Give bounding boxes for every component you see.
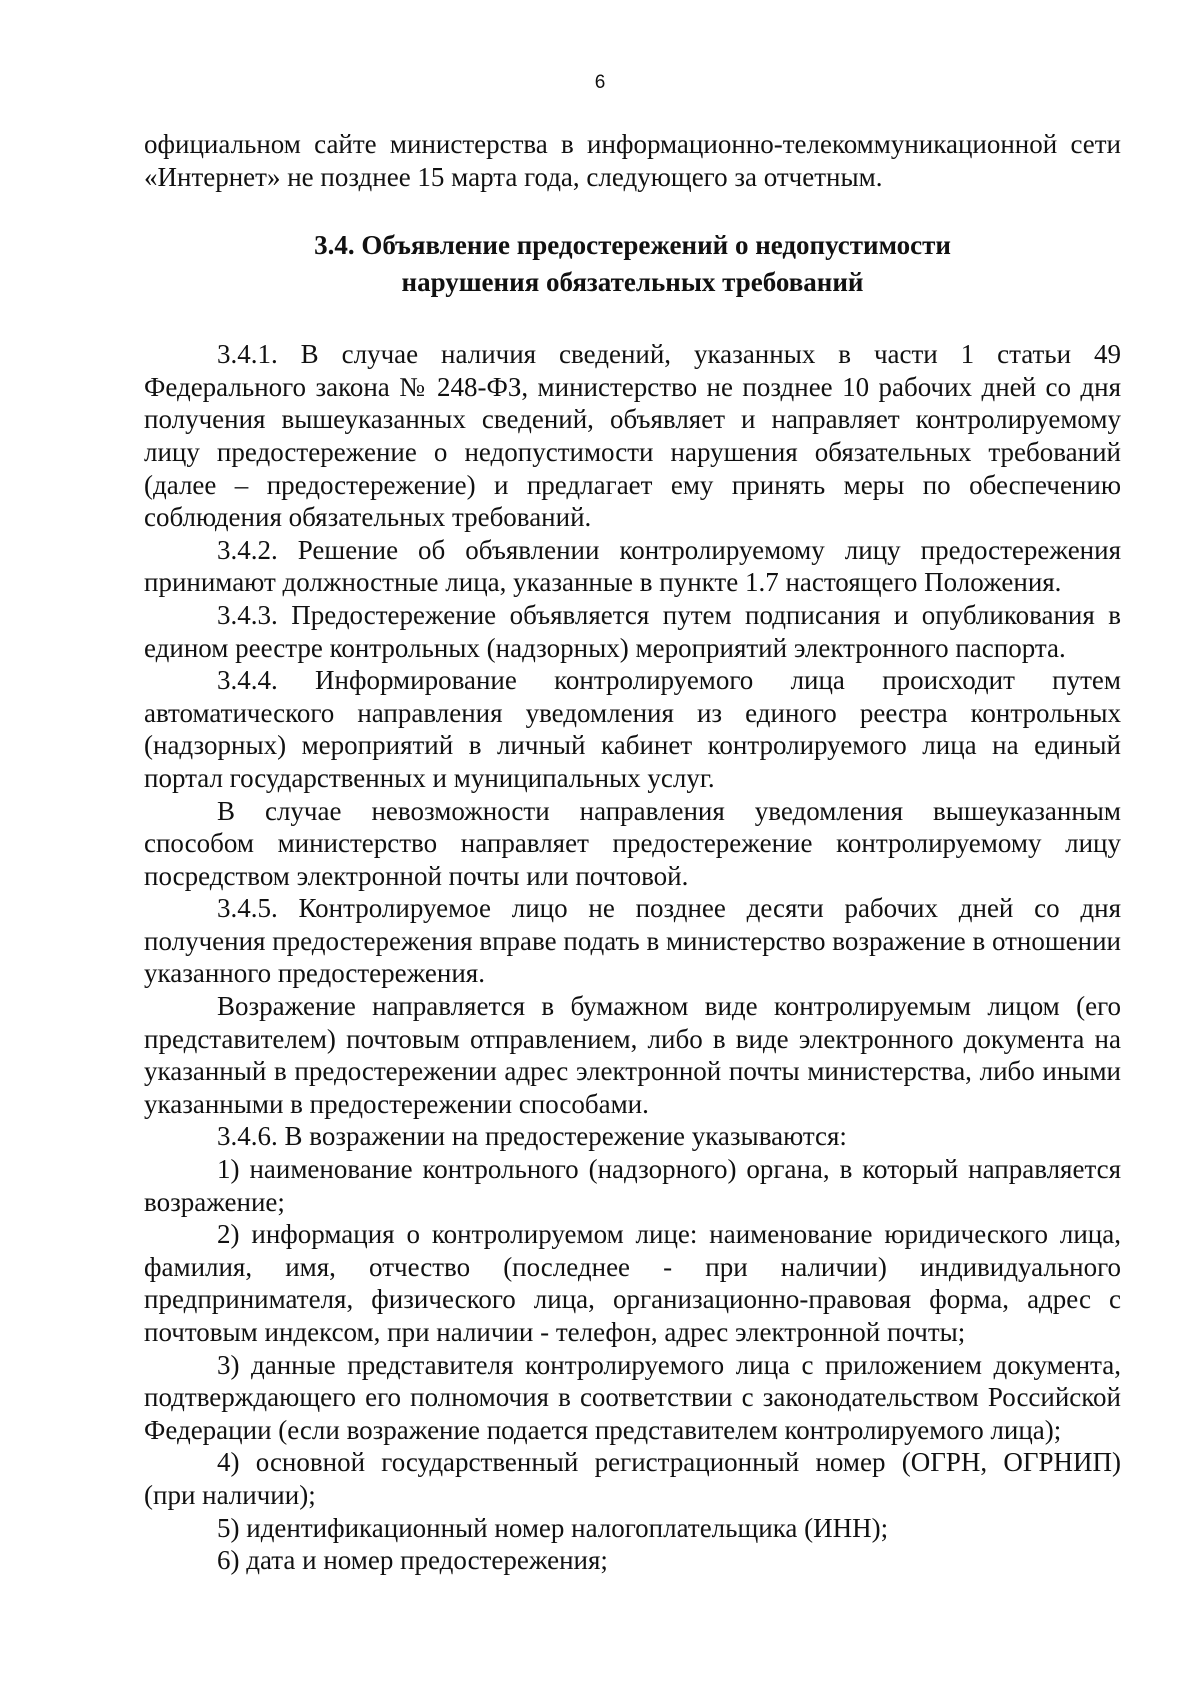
paragraph-notification-fallback: В случае невозможности направления уведомления вышеуказанным способом министерство направляет предостережение контролируемому лицу посредством электронной почты или почтовой.: [144, 795, 1121, 891]
paragraph-3-4-2: 3.4.2. Решение об объявлении контролируемому лицу предостережения принимают должностные лица, указанные в пункте 1.7 настоящего Положения.: [144, 534, 1121, 598]
list-item-5: 5) идентификационный номер налогоплательщика (ИНН);: [217, 1512, 889, 1543]
list-item-1: 1) наименование контрольного (надзорного) органа, в который направляется возражение;: [144, 1154, 1121, 1217]
paragraph-3-4-6: 3.4.6. В возражении на предостережение указываются:: [217, 1121, 847, 1152]
section-heading-line-2: нарушения обязательных требований: [401, 267, 864, 298]
page-number: 6: [594, 72, 606, 93]
paragraph-3-4-1: 3.4.1. В случае наличия сведений, указанных в части 1 статьи 49 Федерального закона № 248-ФЗ, министерство не позднее 10 рабочих дней со дня получения вышеуказанных сведений, объявляет и направляет контролируемому лицу предостережение о недопустимости нарушения обязательных требований (далее – предостережение) и предлагает ему принять меры по обеспечению соблюдения обязательных требований.: [144, 339, 1121, 533]
intro-paragraph: официальном сайте министерства в информационно-телекоммуникационной сети «Интернет» не позднее 15 марта года, следующего за отчетным.: [144, 129, 1121, 192]
list-item-6: 6) дата и номер предостережения;: [217, 1545, 608, 1576]
list-item-4: 4) основной государственный регистрационный номер (ОГРН, ОГРНИП) (при наличии);: [144, 1447, 1121, 1510]
paragraph-3-4-5: 3.4.5. Контролируемое лицо не позднее десяти рабочих дней со дня получения предостережения вправе подать в министерство возражение в отношении указанного предостережения.: [144, 893, 1121, 989]
paragraph-3-4-3: 3.4.3. Предостережение объявляется путем подписания и опубликования в едином реестре контрольных (надзорных) мероприятий электронного паспорта.: [144, 599, 1121, 663]
document-body: [144, 128, 1121, 1577]
section-heading-line-1: 3.4. Объявление предостережений о недопустимости: [314, 230, 951, 261]
paragraph-objection-delivery: Возражение направляется в бумажном виде контролируемым лицом (его представителем) почтовым отправлением, либо в виде электронного документа на указанный в предостережении адрес электронной почты министерства, либо иными указанными в предостережении способами.: [144, 991, 1121, 1119]
list-item-2: 2) информация о контролируемом лице: наименование юридического лица, фамилия, имя, отчество (последнее - при наличии) индивидуального предпринимателя, физического лица, организационно-правовая форма, адрес с почтовым индексом, при наличии - телефон, адрес электронной почты;: [144, 1219, 1121, 1347]
paragraph-3-4-4: 3.4.4. Информирование контролируемого лица происходит путем автоматического направления уведомления из единого реестра контрольных (надзорных) мероприятий в личный кабинет контролируемого лица на единый портал государственных и муниципальных услуг.: [144, 665, 1121, 793]
section-heading: [144, 227, 1121, 301]
list-item-3: 3) данные представителя контролируемого лица с приложением документа, подтверждающего его полномочия в соответствии с законодательством Российской Федерации (если возражение подается представителем контролируемого лица);: [144, 1349, 1121, 1445]
